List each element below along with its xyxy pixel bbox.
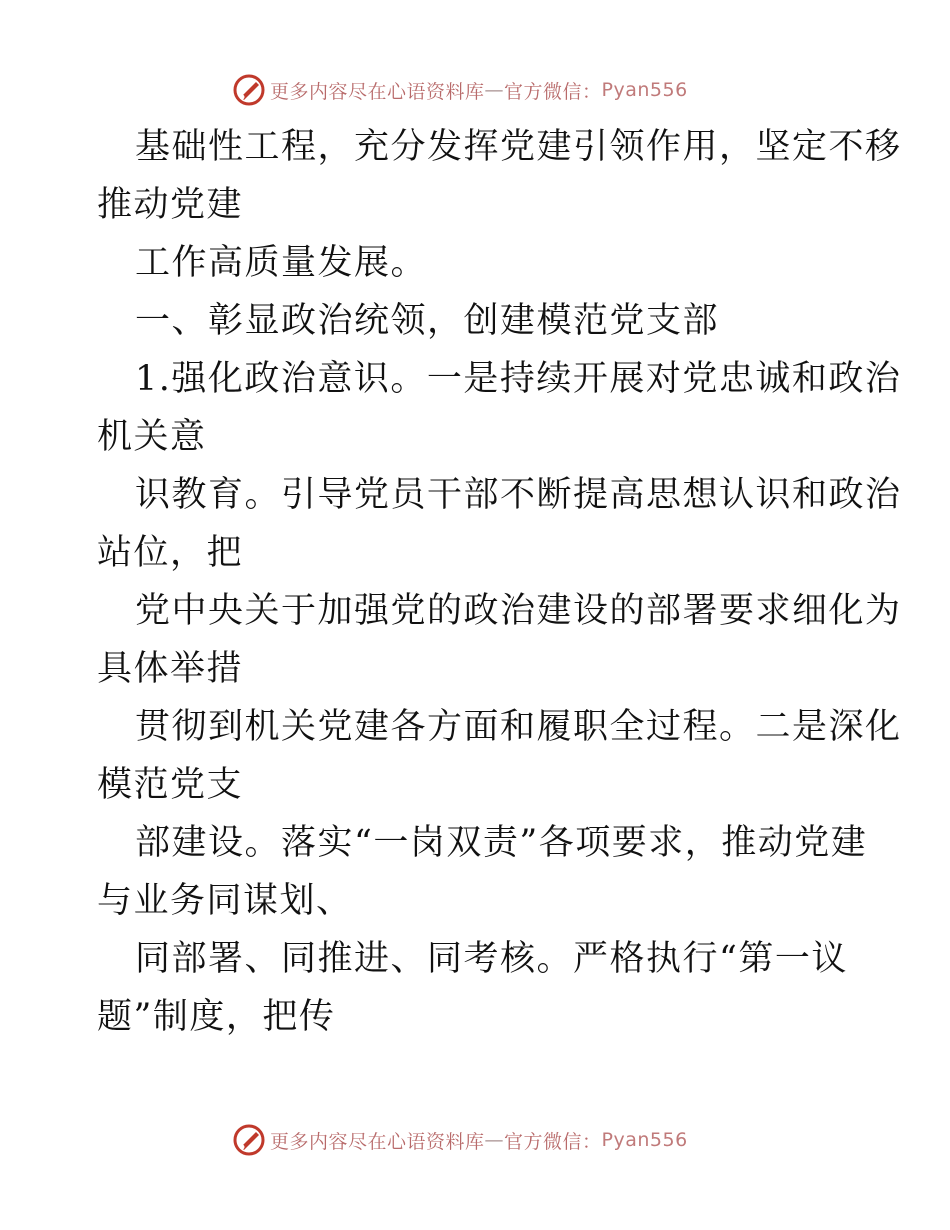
body-line: 同部署、同推进、同考核。严格执行“第一议	[135, 939, 848, 979]
watermark-wechat-id: Pyan556	[601, 1129, 688, 1151]
body-line: 基础性工程，充分发挥党建引领作用，坚定不移	[135, 127, 902, 167]
body-line: 识教育。引导党员干部不断提高思想认识和政治	[135, 475, 902, 515]
body-line: 工作高质量发展。	[135, 243, 428, 283]
watermark-wechat-label: 官方微信：	[504, 80, 602, 103]
watermark-wechat-id: Pyan556	[601, 79, 688, 101]
body-line: 与业务同谋划、	[97, 881, 353, 921]
header-watermark	[232, 70, 688, 110]
footer-watermark	[232, 1120, 688, 1160]
watermark-separator: —	[484, 1129, 505, 1151]
brand-logo-icon	[232, 73, 266, 107]
watermark-wechat-label: 官方微信：	[504, 1130, 602, 1153]
section-heading: 一、彰显政治统领，创建模范党支部	[135, 301, 720, 341]
body-line: 具体举措	[97, 649, 244, 689]
body-line: 部建设。落实“一岗双责”各项要求，推动党建	[135, 823, 868, 863]
watermark-text: 更多内容尽在心语资料库	[270, 1130, 485, 1153]
body-line: 党中央关于加强党的政治建设的部署要求细化为	[135, 591, 902, 631]
body-line: 模范党支	[97, 765, 244, 805]
body-line: 站位，把	[97, 533, 244, 573]
body-line: 题”制度，把传	[97, 997, 336, 1037]
document-body	[97, 118, 902, 1046]
watermark-separator: —	[484, 79, 505, 101]
brand-logo-icon	[232, 1123, 266, 1157]
body-line: 机关意	[97, 417, 207, 457]
watermark-text: 更多内容尽在心语资料库	[270, 80, 485, 103]
body-line: 贯彻到机关党建各方面和履职全过程。二是深化	[135, 707, 902, 747]
body-line: 1.强化政治意识。一是持续开展对党忠诚和政治	[135, 359, 902, 399]
body-line: 推动党建	[97, 185, 244, 225]
